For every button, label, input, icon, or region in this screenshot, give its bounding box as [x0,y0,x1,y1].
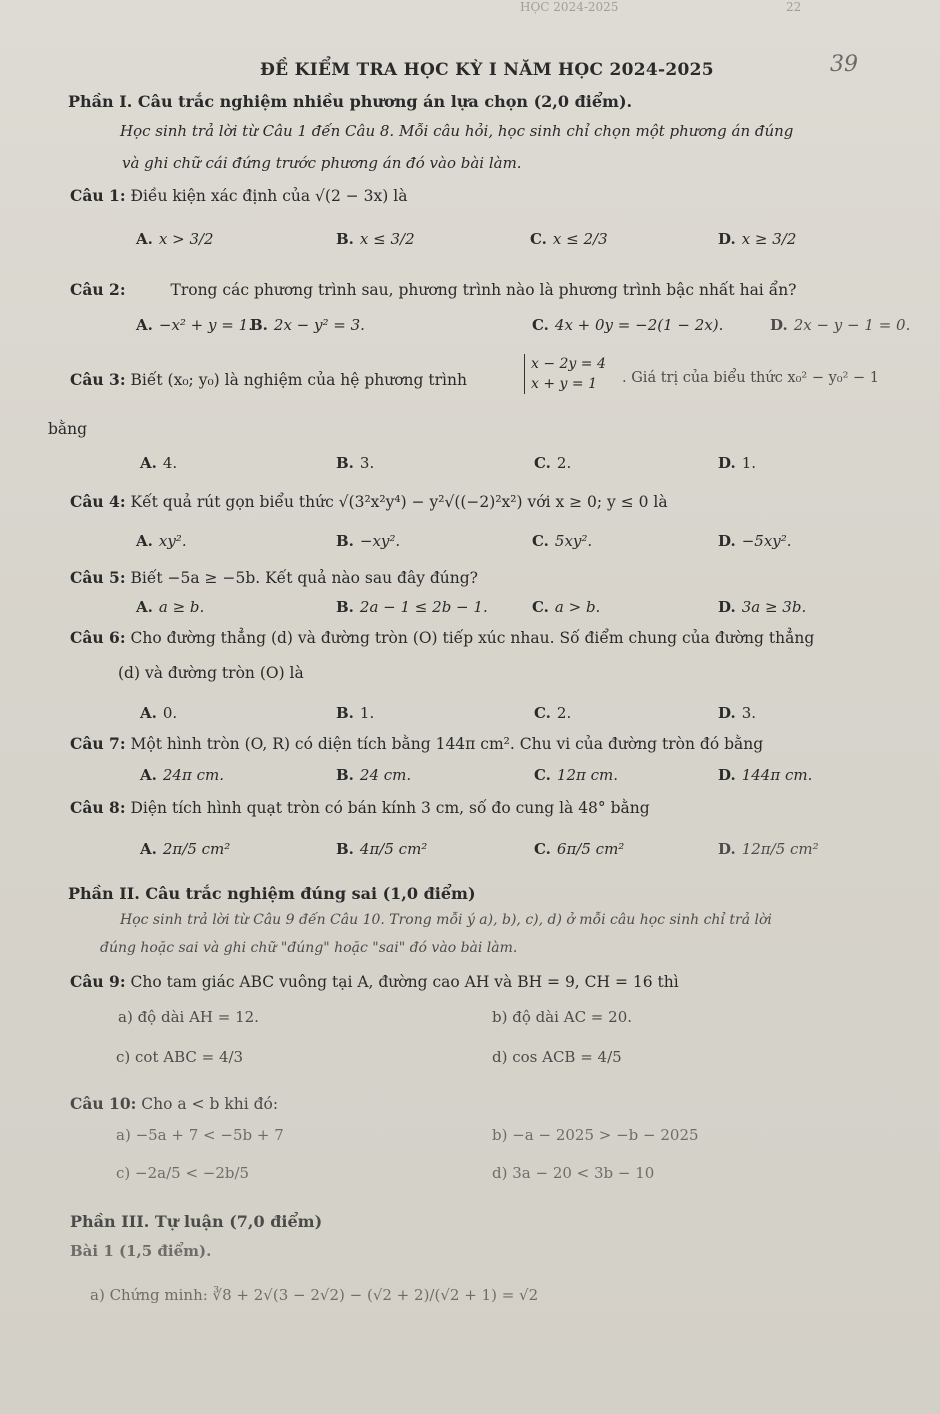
q10-item-b: b) −a − 2025 > −b − 2025 [492,1126,699,1144]
question-5: Câu 5: Biết −5a ≥ −5b. Kết quả nào sau đây đúng? [70,568,478,587]
option-d: D. 144π cm. [718,766,813,784]
option-d: D. 3a ≥ 3b. [718,598,807,616]
option-a: A. xy². [136,532,187,550]
part2-heading: Phần II. Câu trắc nghiệm đúng sai (1,0 điểm) [68,884,476,903]
option-c: C. 6π/5 cm² [534,840,625,858]
option-c: C. a > b. [532,598,601,616]
option-d: D. 2x − y − 1 = 0. [770,316,911,334]
q10-item-c: c) −2a/5 < −2b/5 [116,1164,250,1182]
q9-item-b: b) độ dài AC = 20. [492,1008,633,1026]
question-3-end: bằng [48,420,88,438]
part1-instr-1: Học sinh trả lời từ Câu 1 đến Câu 8. Mỗi câu hỏi, học sinh chỉ chọn một phương án đúng [120,122,794,140]
option-d: D. x ≥ 3/2 [718,230,797,248]
question-6: Câu 6: Cho đường thẳng (d) và đường tròn (O) tiếp xúc nhau. Số điểm chung của đường thẳng [70,628,815,647]
option-a: A. a ≥ b. [136,598,205,616]
option-c: C. x ≤ 2/3 [530,230,608,248]
question-7: Câu 7: Một hình tròn (O, R) có diện tích bằng 144π cm². Chu vi của đường tròn đó bằng [70,734,764,753]
exam-title: ĐỀ KIỂM TRA HỌC KỲ I NĂM HỌC 2024-2025 [260,60,714,80]
option-b: B. −xy². [336,532,401,550]
q10-item-a: a) −5a + 7 < −5b + 7 [116,1126,284,1144]
header-year: HỌC 2024-2025 [520,0,619,14]
bai1-part-a: a) Chứng minh: ∛8 + 2√(3 − 2√2) − (√2 + 2)/(√2 + 1) = √2 [90,1286,539,1304]
question-2: Câu 2: Trong các phương trình sau, phương trình nào là phương trình bậc nhất hai ẩn? [70,280,797,299]
corner-mark: 22 [786,0,802,14]
option-b: B. 2a − 1 ≤ 2b − 1. [336,598,488,616]
question-text: Điều kiện xác định của √(2 − 3x) là [130,187,408,205]
option-b: B. 1. [336,704,375,722]
option-d: D. 12π/5 cm² [718,840,819,858]
option-a: A. 2π/5 cm² [140,840,231,858]
part1-heading: Phần I. Câu trắc nghiệm nhiều phương án lựa chọn (2,0 điểm). [68,92,633,111]
part3-heading: Phần III. Tự luận (7,0 điểm) [70,1212,323,1231]
q9-item-d: d) cos ACB = 4/5 [492,1048,622,1066]
option-a: A. 0. [140,704,178,722]
question-9: Câu 9: Cho tam giác ABC vuông tại A, đường cao AH và BH = 9, CH = 16 thì [70,972,679,991]
option-c: C. 2. [534,704,572,722]
question-label: Câu 1: [70,186,126,205]
option-b: B. 4π/5 cm² [336,840,428,858]
equation-system: x − 2y = 4 x + y = 1 [524,354,606,394]
option-a: A. 4. [140,454,178,472]
score-mark: 39 [830,52,858,77]
option-a: A. 24π cm. [140,766,224,784]
option-c: C. 4x + 0y = −2(1 − 2x). [532,316,724,334]
q9-item-c: c) cot ABC = 4/3 [116,1048,244,1066]
option-b: B. 24 cm. [336,766,412,784]
question-3: Câu 3: Biết (x₀; y₀) là nghiệm của hệ phương trình [70,370,467,389]
option-d: D. −5xy². [718,532,792,550]
option-a: A. −x² + y = 1. [136,316,253,334]
bai1-heading: Bài 1 (1,5 điểm). [70,1242,212,1260]
option-d: D. 1. [718,454,757,472]
part1-instr-2: và ghi chữ cái đứng trước phương án đó vào bài làm. [122,154,522,172]
option-b: B. 2x − y² = 3. [250,316,365,334]
option-b: B. x ≤ 3/2 [336,230,415,248]
question-6-cont: (d) và đường tròn (O) là [118,664,304,682]
question-3-tail: . Giá trị của biểu thức x₀² − y₀² − 1 [622,370,880,386]
option-b: B. 3. [336,454,375,472]
q9-item-a: a) độ dài AH = 12. [118,1008,259,1026]
option-c: C. 2. [534,454,572,472]
question-10: Câu 10: Cho a < b khi đó: [70,1094,279,1113]
option-c: C. 12π cm. [534,766,619,784]
question-8: Câu 8: Diện tích hình quạt tròn có bán kính 3 cm, số đo cung là 48° bằng [70,798,650,817]
option-d: D. 3. [718,704,757,722]
option-a: A. x > 3/2 [136,230,214,248]
q10-item-d: d) 3a − 20 < 3b − 10 [492,1164,655,1182]
question-1 [70,186,407,205]
option-c: C. 5xy². [532,532,593,550]
part2-instr-1: Học sinh trả lời từ Câu 9 đến Câu 10. Trong mỗi ý a), b), c), d) ở mỗi câu học sinh chỉ trả lời [120,912,772,928]
part2-instr-2: đúng hoặc sai và ghi chữ "đúng" hoặc "sai" đó vào bài làm. [100,940,518,956]
question-4: Câu 4: Kết quả rút gọn biểu thức √(3²x²y⁴) − y²√((−2)²x²) với x ≥ 0; y ≤ 0 là [70,492,668,511]
